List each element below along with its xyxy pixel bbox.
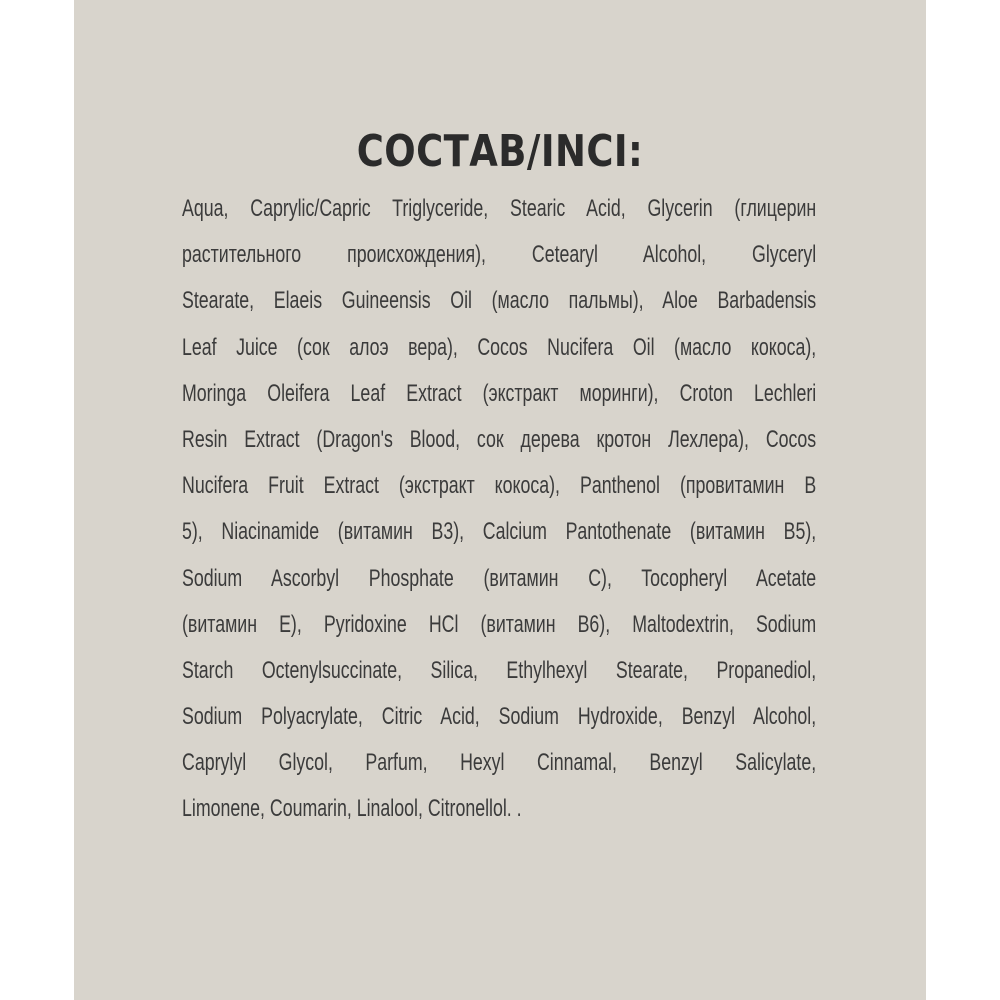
ingredients-line: Sodium Ascorbyl Phosphate (витамин C), Tocopheryl Acetate: [182, 564, 817, 592]
ingredients-line: Starch Octenylsuccinate, Silica, Ethylhexyl Stearate, Propanediol,: [182, 656, 817, 684]
ingredients-line: Aqua, Caprylic/Capric Triglyceride, Stearic Acid, Glycerin (глицерин: [182, 195, 817, 222]
ingredients-line: Resin Extract (Dragon's Blood, сок дерева кротон Лехлера), Cocos: [182, 425, 817, 453]
ingredients-line: Leaf Juice (сок алоэ вера), Cocos Nucifera Oil (масло кокоса),: [182, 333, 817, 361]
ingredients-line: растительного происхождения), Cetearyl Alcohol, Glyceryl: [182, 241, 817, 269]
ingredients-text: [182, 186, 816, 833]
ingredients-line: Caprylyl Glycol, Parfum, Hexyl Cinnamal, Benzyl Salicylate,: [182, 749, 817, 777]
ingredients-line: Nucifera Fruit Extract (экстракт кокоса), Panthenol (провитамин B: [182, 472, 817, 500]
ingredients-card: [74, 0, 926, 1000]
ingredients-line: Sodium Polyacrylate, Citric Acid, Sodium Hydroxide, Benzyl Alcohol,: [182, 703, 817, 731]
ingredients-line: Limonene, Coumarin, Linalool, Citronellol. .: [182, 795, 522, 823]
ingredients-line: 5), Niacinamide (витамин B3), Calcium Pantothenate (витамин B5),: [182, 518, 817, 546]
ingredients-line: (витамин E), Pyridoxine HCl (витамин B6), Maltodextrin, Sodium: [182, 610, 817, 638]
composition-title: СОСТАВ/INCI:: [356, 126, 644, 177]
ingredients-line: Moringa Oleifera Leaf Extract (экстракт моринги), Croton Lechleri: [182, 379, 817, 407]
ingredients-line: Stearate, Elaeis Guineensis Oil (масло пальмы), Aloe Barbadensis: [182, 287, 817, 315]
